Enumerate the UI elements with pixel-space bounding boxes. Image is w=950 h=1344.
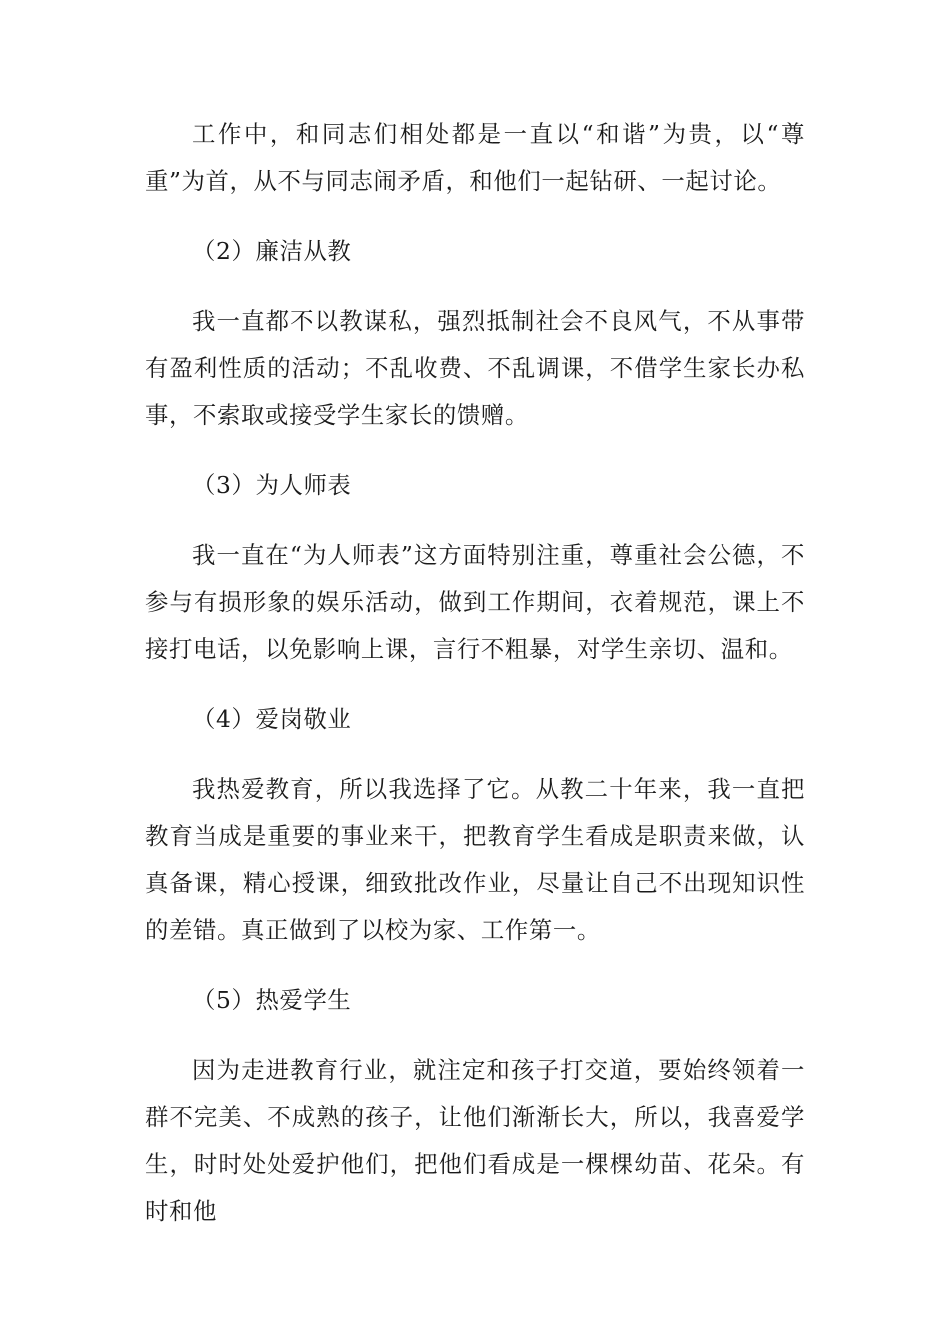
paragraph-harmony: 工作中，和同志们相处都是一直以“和谐”为贵，以“尊重”为首，从不与同志闹矛盾，和他们一起钻研、一起讨论。	[145, 120, 805, 195]
heading-dedication: （4）爱岗敬业	[192, 705, 352, 733]
paragraph-dedication: 我热爱教育，所以我选择了它。从教二十年来，我一直把教育当成是重要的事业来干，把教育学生看成是职责来做，认真备课，精心授课，细致批改作业，尽量让自己不出现知识性的差错。真正做到了以校为家、工作第一。	[145, 775, 805, 944]
document-body	[145, 111, 805, 1258]
heading-love-students: （5）热爱学生	[192, 986, 352, 1014]
heading-role-model: （3）为人师表	[192, 471, 352, 499]
paragraph-role-model: 我一直在“为人师表”这方面特别注重，尊重社会公德，不参与有损形象的娱乐活动，做到工作期间，衣着规范，课上不接打电话，以免影响上课，言行不粗暴，对学生亲切、温和。	[145, 541, 805, 663]
paragraph-love-students: 因为走进教育行业，就注定和孩子打交道，要始终领着一群不完美、不成熟的孩子，让他们渐渐长大，所以，我喜爱学生，时时处处爱护他们，把他们看成是一棵棵幼苗、花朵。有时和他	[145, 1056, 805, 1225]
paragraph-integrity: 我一直都不以教谋私，强烈抵制社会不良风气，不从事带有盈利性质的活动；不乱收费、不乱调课，不借学生家长办私事，不索取或接受学生家长的馈赠。	[145, 307, 805, 429]
heading-integrity: （2）廉洁从教	[192, 237, 352, 265]
